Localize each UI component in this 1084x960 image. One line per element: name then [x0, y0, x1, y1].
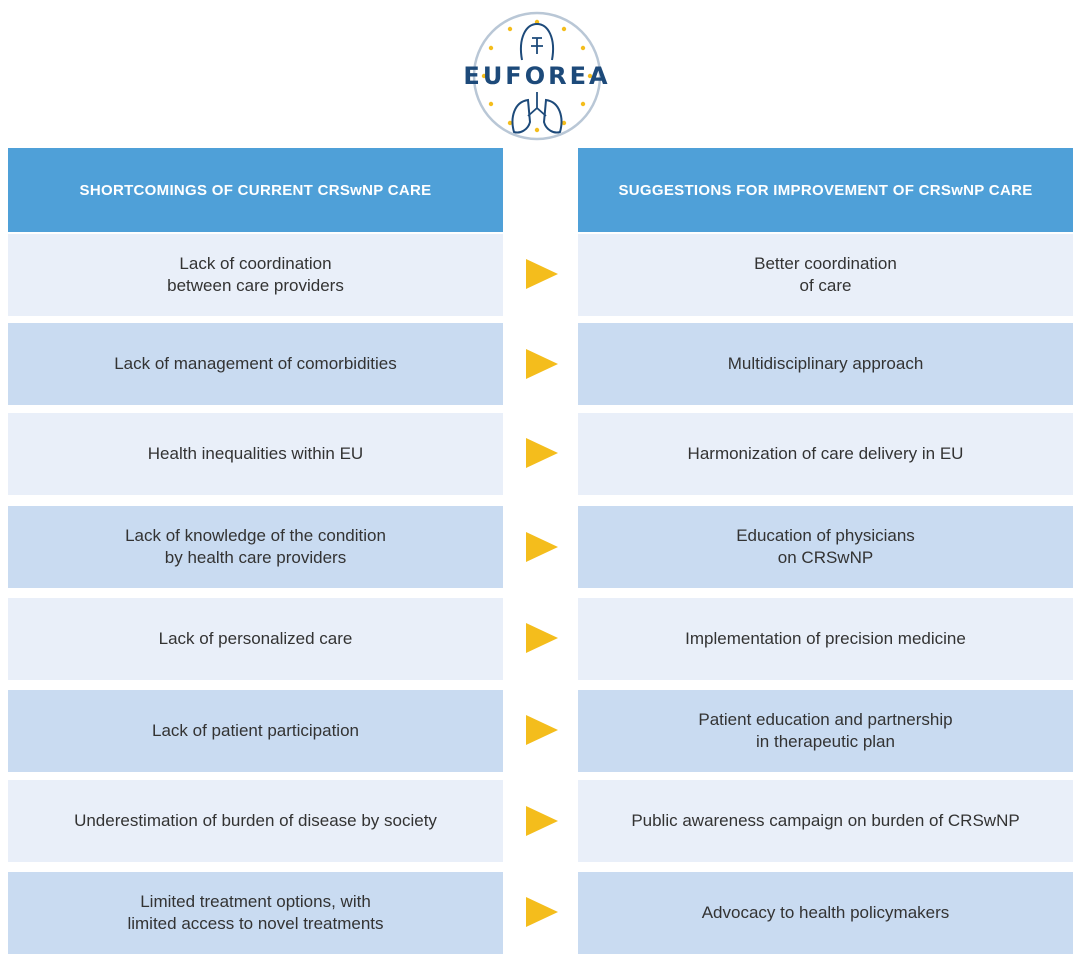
arrow-right-icon [526, 897, 558, 927]
arrow-right-icon [526, 438, 558, 468]
arrow-right-icon [526, 806, 558, 836]
arrow-right-icon [526, 532, 558, 562]
shortcoming-row-4: Lack of knowledge of the condition by health care providers [8, 506, 503, 588]
suggestion-row-6: Patient education and partnership in therapeutic plan [578, 690, 1073, 772]
shortcoming-row-2: Lack of management of comorbidities [8, 323, 503, 405]
arrow-right-icon [526, 259, 558, 289]
suggestion-row-8: Advocacy to health policymakers [578, 872, 1073, 954]
shortcoming-row-7: Underestimation of burden of disease by society [8, 780, 503, 862]
shortcoming-row-5: Lack of personalized care [8, 598, 503, 680]
shortcoming-row-3: Health inequalities within EU [8, 413, 503, 495]
euforea-logo [462, 8, 612, 144]
shortcomings-header: SHORTCOMINGS OF CURRENT CRSwNP CARE [8, 148, 503, 232]
shortcoming-row-8: Limited treatment options, with limited access to novel treatments [8, 872, 503, 954]
logo-wordmark: EUFOREA [463, 62, 611, 90]
suggestion-row-1: Better coordination of care [578, 234, 1073, 316]
arrow-right-icon [526, 715, 558, 745]
suggestion-row-2: Multidisciplinary approach [578, 323, 1073, 405]
shortcoming-row-1: Lack of coordination between care providers [8, 234, 503, 316]
arrow-right-icon [526, 623, 558, 653]
suggestion-row-3: Harmonization of care delivery in EU [578, 413, 1073, 495]
shortcoming-row-6: Lack of patient participation [8, 690, 503, 772]
suggestion-row-4: Education of physicians on CRSwNP [578, 506, 1073, 588]
arrow-right-icon [526, 349, 558, 379]
suggestion-row-7: Public awareness campaign on burden of CRSwNP [578, 780, 1073, 862]
suggestion-row-5: Implementation of precision medicine [578, 598, 1073, 680]
suggestions-header: SUGGESTIONS FOR IMPROVEMENT OF CRSwNP CARE [578, 148, 1073, 232]
